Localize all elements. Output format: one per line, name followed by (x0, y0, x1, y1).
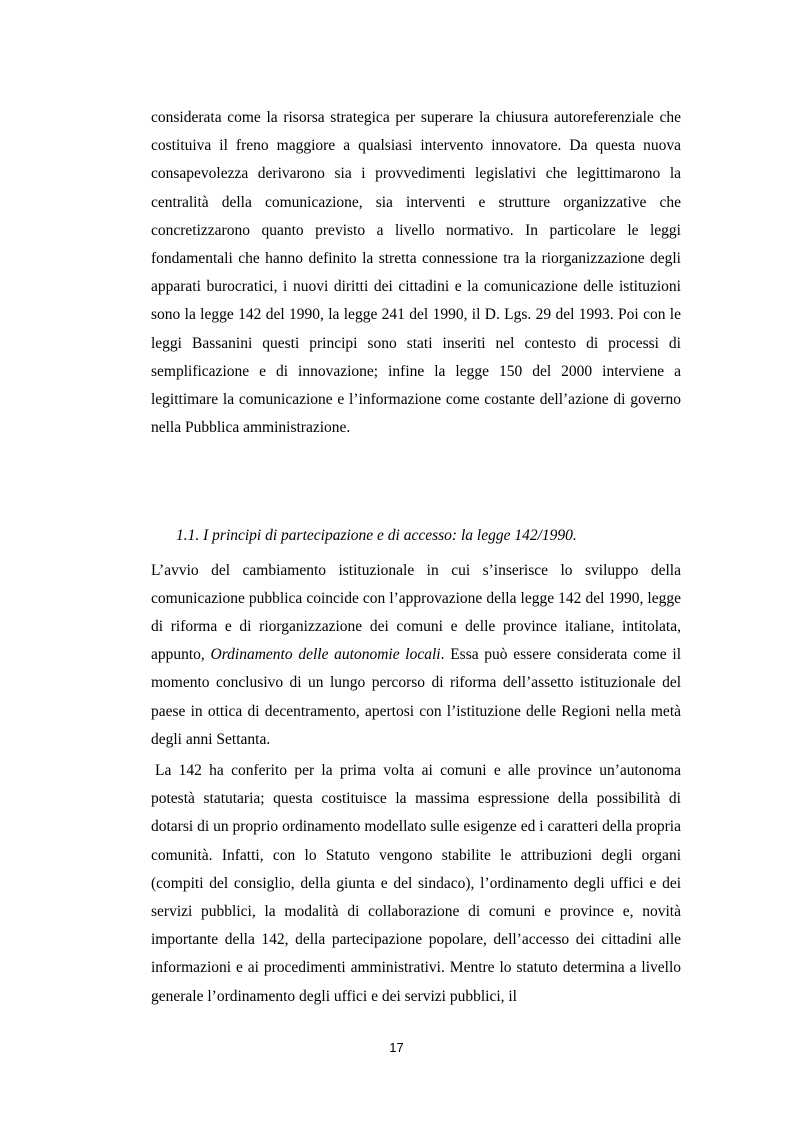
section-heading: 1.1. I principi di partecipazione e di accesso: la legge 142/1990. (176, 527, 577, 545)
paragraph-law-142-intro (151, 557, 681, 754)
section-spacer (151, 442, 681, 522)
paragraph-intro: considerata come la risorsa strategica per superare la chiusura autoreferenziale che costituiva il freno maggiore a qualsiasi intervento innovatore. Da questa nuova consapevolezza derivarono sia i provvedimenti legislativi che legittimarono la centralità della comunicazione, sia interventi e strutture organizzative che concretizzarono quanto previsto a livello normativo. In particolare le leggi fondamentali che hanno definito la stretta connessione tra la riorganizzazione degli apparati burocratici, i nuovi diritti dei cittadini e la comunicazione delle istituzioni sono la legge 142 del 1990, la legge 241 del 1990, il D. Lgs. 29 del 1993. Poi con le leggi Bassanini questi principi sono stati inseriti nel contesto di processi di semplificazione e di innovazione; infine la legge 150 del 2000 interviene a legittimare la comunicazione e l’informazione come costante dell’azione di governo nella Pubblica amministrazione. (151, 109, 681, 437)
paragraph-statute: La 142 ha conferito per la prima volta ai comuni e alle province un’autonoma potestà statutaria; questa costituisce la massima espressione della possibilità di dotarsi di un proprio ordinamento modellato sulle esigenze ed i caratteri della propria comunità. Infatti, con lo Statuto vengono stabilite le attribuzioni degli organi (compiti del consiglio, della giunta e del sindaco), l’ordinamento degli uffici e dei servizi pubblici, la modalità di collaborazione di comuni e province e, novità importante della 142, della partecipazione popolare, dell’accesso dei cittadini alle informazioni e ai procedimenti amministrativi. Mentre lo statuto determina a livello generale l’ordinamento degli uffici e dei servizi pubblici, il (151, 762, 681, 1005)
page-number: 17 (389, 1040, 404, 1055)
law-title-italic: Ordinamento delle autonomie locali (210, 646, 441, 664)
paragraph-law-142-text-after: . Essa può essere considerata come il momento conclusivo di un lungo percorso di riforma dell’assetto istituzionale del paese in ottica di decentramento, apertosi con l’istituzione delle Regioni nella metà degli anni Settanta. (151, 646, 682, 748)
paragraph-law-142-text-before: L’avvio del cambiamento istituzionale in cui s’inserisce lo sviluppo della comunicazione pubblica coincide con l’approvazione della legge 142 del 1990, legge di riforma e di riorganizzazione dei comuni e delle province italiane, intitolata, appunto, (151, 561, 681, 664)
document-body (151, 104, 681, 1011)
